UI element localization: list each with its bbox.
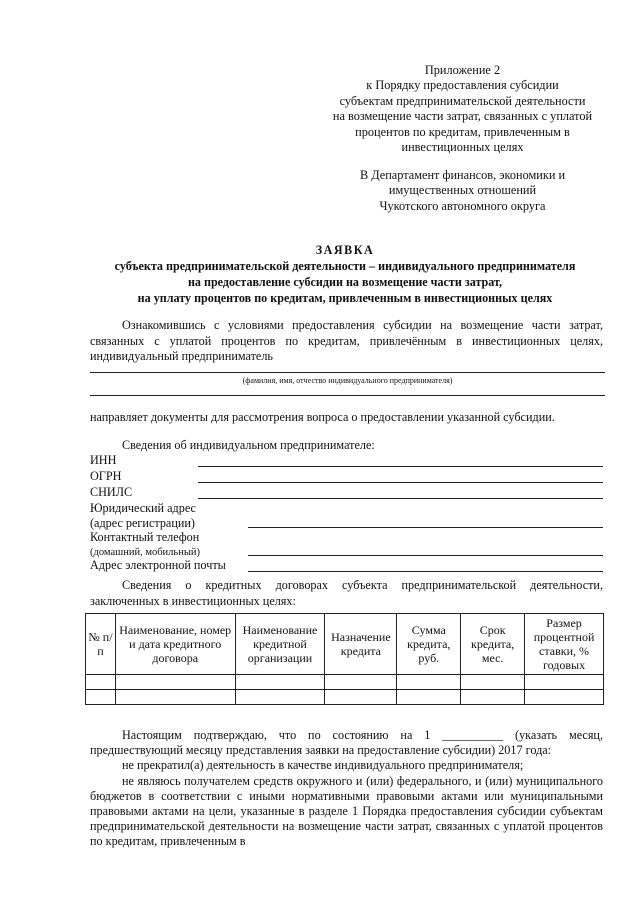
table-header-row <box>86 614 604 675</box>
inn-field[interactable] <box>198 466 603 467</box>
table-cell[interactable] <box>461 690 525 705</box>
phone-label: Контактный телефон <box>90 530 200 544</box>
legal-address-note: (адрес регистрации) <box>90 516 195 530</box>
column-header: Срок кредита, мес. <box>461 614 525 675</box>
addressee-line: имущественных отношений <box>388 183 537 198</box>
appendix-line: Приложение 2 <box>424 63 501 77</box>
table-cell[interactable] <box>525 675 604 690</box>
entrepreneur-heading: Сведения об индивидуальном предпринимателе: <box>122 438 375 452</box>
column-header: Назначение кредита <box>325 614 397 675</box>
title-heading: ЗАЯВКА <box>315 243 375 257</box>
appendix-header <box>300 63 625 155</box>
ogrn-field[interactable] <box>198 482 603 483</box>
table-cell[interactable] <box>115 690 235 705</box>
table-cell[interactable] <box>461 675 525 690</box>
title-line: на предоставление субсидии на возмещение части затрат, <box>187 275 503 289</box>
table-cell[interactable] <box>86 690 116 705</box>
phone-note: (домашний, мобильный) <box>90 547 200 558</box>
table-cell[interactable] <box>397 675 461 690</box>
table-cell[interactable] <box>525 690 604 705</box>
appendix-line: на возмещение части затрат, связанных с уплатой <box>332 109 593 124</box>
name-line[interactable] <box>90 372 605 373</box>
confirmation-block <box>90 728 603 850</box>
addressee-block <box>300 168 625 214</box>
table-row <box>86 675 604 690</box>
fill-line <box>90 395 605 396</box>
appendix-line: к Порядку предоставления субсидии <box>366 78 559 93</box>
column-header: Наименование кредитной организации <box>235 614 325 675</box>
name-caption: (фамилия, имя, отчество индивидуального предпринимателя) <box>242 376 453 385</box>
confirmation-paragraph: не прекратил(а) деятельность в качестве индивидуального предпринимателя; <box>122 758 524 773</box>
addressee-line: Чукотского автономного округа <box>379 198 546 213</box>
confirmation-paragraph: не являюсь получателем средств окружного и (или) федерального, и (или) муниципального бюджетов в соответствии с иными нормативными правовыми актами или муниципальными правовыми актами на цели, указанные в разделе 1 Порядка предоставления субсидии субъектам предпринимательской деятельности на возмещение части затрат, связанных с уплатой процентов по кредитам, привлеченным в <box>90 773 603 849</box>
column-header: Наименование, номер и дата кредитного договора <box>115 614 235 675</box>
title-line: на уплату процентов по кредитам, привлеченным в инвестиционных целях <box>137 291 553 305</box>
inn-label: ИНН <box>90 453 117 467</box>
column-header: № п/п <box>86 614 116 675</box>
email-label: Адрес электронной почты <box>90 558 226 572</box>
column-header: Сумма кредита, руб. <box>397 614 461 675</box>
table-cell[interactable] <box>397 690 461 705</box>
phone-field[interactable] <box>248 555 603 556</box>
snils-label: СНИЛС <box>90 485 133 499</box>
snils-field[interactable] <box>198 498 603 499</box>
table-cell[interactable] <box>235 690 325 705</box>
intro-paragraph: Ознакомившись с условиями предоставления субсидии на возмещение части затрат, связанных с уплатой процентов по кредитам, привлечённым в инвестиционных целях, индивидуальный предприниматель <box>90 318 603 363</box>
table-cell[interactable] <box>325 690 397 705</box>
appendix-line: процентов по кредитам, привлеченным в <box>355 124 570 139</box>
table-cell[interactable] <box>235 675 325 690</box>
appendix-line: субъектам предпринимательской деятельности <box>339 93 586 108</box>
credit-agreements-table <box>85 613 604 705</box>
email-field[interactable] <box>248 571 603 572</box>
legal-address-field[interactable] <box>248 527 603 528</box>
appendix-line: инвестиционных целях <box>401 140 524 155</box>
document-title <box>75 242 615 306</box>
ogrn-label: ОГРН <box>90 469 122 483</box>
addressee-line: В Департамент финансов, экономики и <box>359 168 566 182</box>
credits-heading: Сведения о кредитных договорах субъекта предпринимательской деятельности, заключенных в инвестиционных целях: <box>90 578 603 608</box>
table-cell[interactable] <box>115 675 235 690</box>
legal-address-label: Юридический адрес <box>90 501 196 515</box>
column-header: Размер процентной ставки, % годовых <box>525 614 604 675</box>
table-cell[interactable] <box>86 675 116 690</box>
confirmation-paragraph: Настоящим подтверждаю, что по состоянию на 1 __________ (указать месяц, предшествующий месяцу представления заявки на предоставление субсидии) 2017 года: <box>90 728 603 758</box>
table-cell[interactable] <box>325 675 397 690</box>
sends-documents-text: направляет документы для рассмотрения вопроса о предоставлении указанной субсидии. <box>90 410 555 424</box>
table-row <box>86 690 604 705</box>
title-line: субъекта предпринимательской деятельности – индивидуального предпринимателя <box>114 259 576 273</box>
